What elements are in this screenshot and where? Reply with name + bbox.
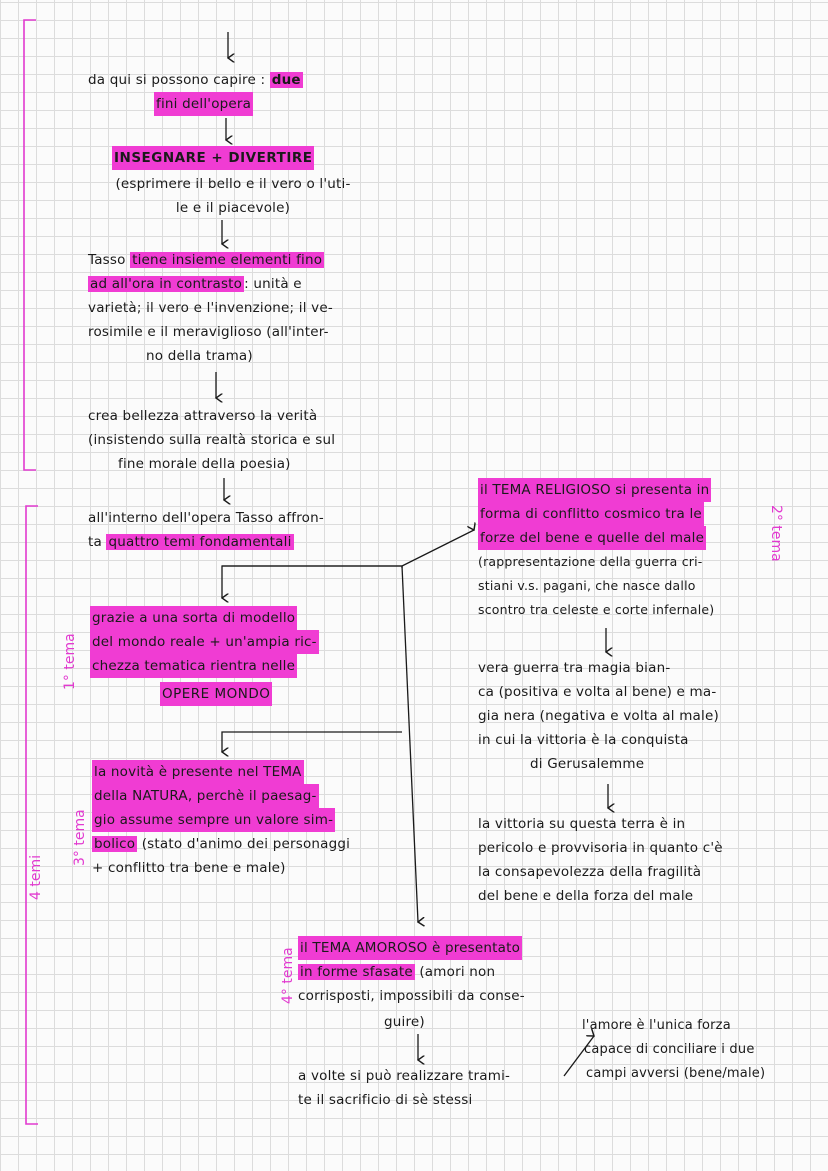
arrow-to-amore bbox=[564, 1036, 594, 1076]
beauty-line-3: fine morale della poesia) bbox=[118, 456, 291, 472]
tema3-line-1: la novità è presente nel TEMA bbox=[92, 760, 304, 784]
contrast-line-5: no della trama) bbox=[146, 348, 253, 364]
label-quattro-temi: 4 temi bbox=[28, 855, 44, 900]
bracket-top bbox=[24, 20, 36, 470]
vittoria-line-1: la vittoria su questa terra è in bbox=[478, 816, 686, 832]
tema2-line-6: scontro tra celeste e corte infernale) bbox=[478, 602, 715, 617]
guerra-line-1: vera guerra tra magia bian- bbox=[478, 660, 671, 676]
vittoria-line-3: la consapevolezza della fragilità bbox=[478, 864, 702, 880]
contrast-line-3: varietà; il vero e l'invenzione; il ve- bbox=[88, 300, 333, 316]
tema4-line-2: in forme sfasate (amori non bbox=[300, 964, 496, 980]
tema2-line-3: forze del bene e quelle del male bbox=[478, 526, 706, 550]
amore-line-3: campi avversi (bene/male) bbox=[586, 1066, 766, 1081]
tema3-line-3: gio assume sempre un valore sim- bbox=[92, 808, 335, 832]
tema2-line-5: stiani v.s. pagani, che nasce dallo bbox=[478, 578, 696, 593]
opere-mondo-label: OPERE MONDO bbox=[160, 682, 272, 706]
tema2-line-2: forma di conflitto cosmico tra le bbox=[478, 502, 704, 526]
branch-trunk bbox=[402, 566, 418, 922]
tema3-line-2: della NATURA, perchè il paesag- bbox=[92, 784, 319, 808]
contrast-line-1: Tasso tiene insieme elementi fino bbox=[88, 252, 323, 268]
label-tema1: 1° tema bbox=[62, 633, 78, 690]
label-tema4: 4° tema bbox=[280, 947, 296, 1004]
branch-tema1 bbox=[222, 566, 402, 598]
branch-tema2 bbox=[402, 530, 474, 566]
vittoria-line-4: del bene e della forza del male bbox=[478, 888, 694, 904]
tema2-line-4: (rappresentazione della guerra cri- bbox=[478, 554, 703, 569]
tema3-line-5: + conflitto tra bene e male) bbox=[92, 860, 286, 876]
sacrificio-line-1: a volte si può realizzare trami- bbox=[298, 1068, 511, 1084]
beauty-line-1: crea bellezza attraverso la verità bbox=[88, 408, 318, 424]
branch-tema3 bbox=[222, 732, 402, 752]
tema1-line-2: del mondo reale + un'ampia ric- bbox=[90, 630, 319, 654]
guerra-line-4: in cui la vittoria è la conquista bbox=[478, 732, 689, 748]
tema1-line-1: grazie a una sorta di modello bbox=[90, 606, 297, 630]
tema2-line-1: il TEMA RELIGIOSO si presenta in bbox=[478, 478, 711, 502]
themes-intro-line-1: all'interno dell'opera Tasso affron- bbox=[88, 510, 324, 526]
themes-intro-line-2: ta quattro temi fondamentali bbox=[88, 534, 292, 550]
guerra-line-2: ca (positiva e volta al bene) e ma- bbox=[478, 684, 717, 700]
tema4-line-4: guire) bbox=[384, 1014, 425, 1030]
sacrificio-line-2: te il sacrificio di sè stessi bbox=[298, 1092, 473, 1108]
tema3-line-4: bolico (stato d'animo dei personaggi bbox=[94, 836, 351, 852]
explanation-line-1: (esprimere il bello e il vero o l'uti- bbox=[115, 176, 351, 192]
tema4-line-1: il TEMA AMOROSO è presentato bbox=[298, 936, 522, 960]
tema1-line-3: chezza tematica rientra nelle bbox=[90, 654, 297, 678]
contrast-line-4: rosimile e il meraviglioso (all'inter- bbox=[88, 324, 329, 340]
label-tema2: 2° tema bbox=[768, 505, 784, 562]
beauty-line-2: (insistendo sulla realtà storica e sul bbox=[88, 432, 336, 448]
intro-line-2: fini dell'opera bbox=[154, 92, 253, 116]
bracket-bottom bbox=[26, 506, 38, 1124]
contrast-line-2: ad all'ora in contrasto : unità e bbox=[90, 276, 302, 292]
guerra-line-5: di Gerusalemme bbox=[530, 756, 645, 772]
amore-line-2: capace di conciliare i due bbox=[584, 1042, 755, 1057]
amore-line-1: l'amore è l'unica forza bbox=[582, 1018, 731, 1033]
heading-text: INSEGNARE + DIVERTIRE bbox=[112, 146, 314, 170]
explanation-line-2: le e il piacevole) bbox=[175, 200, 291, 216]
tema4-line-3: corrisposti, impossibili da conse- bbox=[298, 988, 525, 1004]
vittoria-line-2: pericolo e provvisoria in quanto c'è bbox=[478, 840, 723, 856]
label-tema3: 3° tema bbox=[72, 809, 88, 866]
guerra-line-3: gia nera (negativa e volta al male) bbox=[478, 708, 719, 724]
intro-line-1: da qui si possono capire : due bbox=[88, 72, 301, 88]
